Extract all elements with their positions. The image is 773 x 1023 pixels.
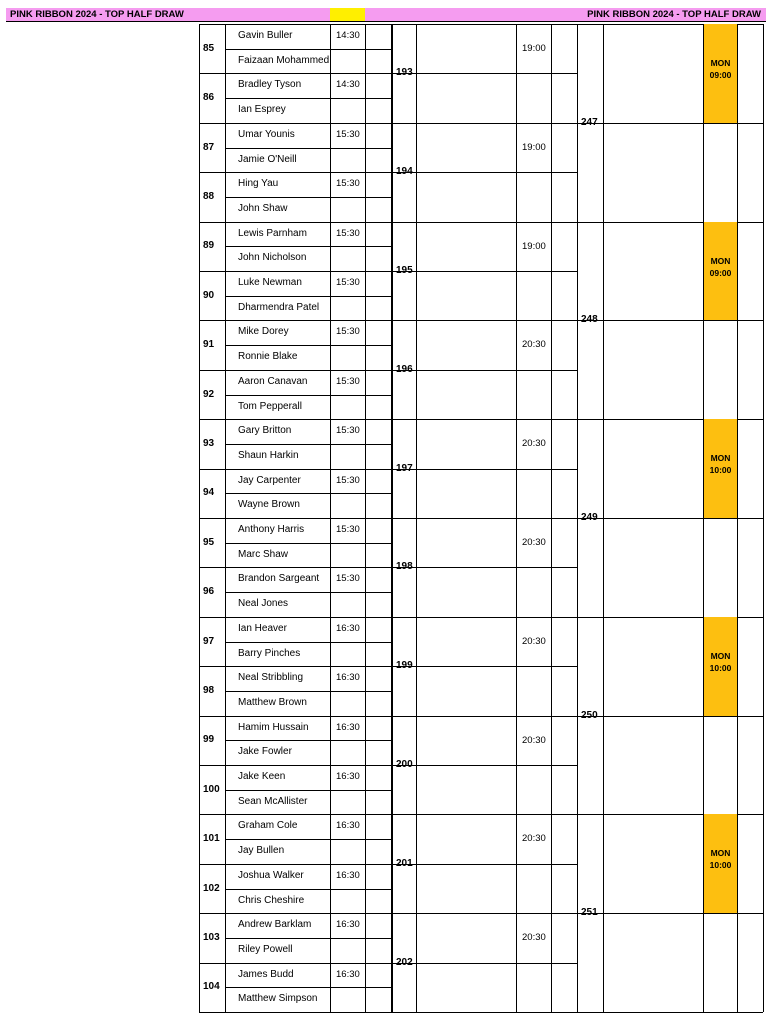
grid-line bbox=[199, 963, 391, 964]
player-name: Brandon Sargeant bbox=[238, 573, 320, 585]
player-name: Ian Esprey bbox=[238, 104, 286, 116]
grid-line bbox=[199, 320, 391, 321]
grid-line bbox=[199, 765, 391, 766]
grid-line bbox=[199, 271, 391, 272]
round2-match-number: 202 bbox=[396, 956, 413, 968]
player-name: Barry Pinches bbox=[238, 647, 301, 659]
round1-match-number: 85 bbox=[203, 42, 215, 54]
grid-line bbox=[225, 197, 391, 198]
grid-line bbox=[199, 1012, 763, 1013]
round2-match-time: 20:30 bbox=[522, 537, 546, 548]
round1-match-time: 16:30 bbox=[336, 869, 360, 881]
round2-match-time: 19:00 bbox=[522, 240, 546, 252]
schedule-slot bbox=[703, 419, 738, 518]
round2-match-number: 193 bbox=[396, 67, 413, 79]
player-name: Neal Stribbling bbox=[238, 672, 304, 684]
round1-match-time: 15:30 bbox=[336, 425, 360, 437]
round1-match-number: 92 bbox=[203, 388, 215, 400]
grid-line bbox=[225, 148, 391, 149]
player-name: Jake Fowler bbox=[238, 746, 292, 758]
round3-match-number: 251 bbox=[581, 907, 598, 919]
player-name: Marc Shaw bbox=[238, 548, 289, 560]
round2-match-number: 200 bbox=[396, 759, 413, 770]
grid-line bbox=[199, 666, 391, 667]
schedule-day: MON bbox=[710, 255, 731, 266]
player-name: Jake Keen bbox=[238, 771, 286, 782]
player-name: Joshua Walker bbox=[238, 869, 304, 881]
grid-line bbox=[199, 73, 391, 74]
player-name: Ronnie Blake bbox=[238, 351, 298, 363]
player-name: Matthew Brown bbox=[238, 696, 307, 708]
player-name: Gavin Buller bbox=[238, 30, 293, 41]
grid-line bbox=[225, 444, 391, 445]
schedule-day: MON bbox=[710, 650, 731, 661]
schedule-slot bbox=[703, 222, 738, 321]
grid-line bbox=[199, 123, 391, 124]
round1-match-number: 88 bbox=[203, 190, 215, 202]
round1-match-time: 16:30 bbox=[336, 622, 360, 634]
grid-line bbox=[199, 24, 763, 25]
grid-line bbox=[225, 493, 391, 494]
grid-line bbox=[225, 49, 391, 50]
round1-match-time: 15:30 bbox=[336, 178, 360, 190]
player-name: Aaron Canavan bbox=[238, 375, 308, 387]
grid-line bbox=[199, 518, 391, 519]
grid-line bbox=[416, 419, 577, 420]
round2-match-number: 195 bbox=[396, 265, 413, 276]
player-name: Mike Dorey bbox=[238, 326, 289, 338]
round1-match-time: 15:30 bbox=[336, 277, 360, 288]
round1-match-number: 102 bbox=[203, 882, 220, 894]
round2-match-number: 194 bbox=[396, 166, 413, 178]
round1-match-number: 91 bbox=[203, 339, 215, 351]
player-name: Chris Cheshire bbox=[238, 894, 305, 906]
round2-match-time: 20:30 bbox=[522, 734, 546, 746]
grid-line bbox=[225, 938, 391, 939]
round1-match-number: 96 bbox=[203, 586, 215, 598]
round1-match-time: 15:30 bbox=[336, 524, 360, 535]
grid-line bbox=[199, 419, 391, 420]
round1-match-number: 97 bbox=[203, 635, 215, 647]
schedule-time: 09:00 bbox=[709, 70, 732, 80]
round1-match-time: 15:30 bbox=[336, 128, 360, 140]
player-name: Ian Heaver bbox=[238, 622, 287, 634]
player-name: Hing Yau bbox=[238, 178, 279, 190]
player-name: Bradley Tyson bbox=[238, 79, 302, 91]
grid-line bbox=[391, 814, 416, 815]
grid-line bbox=[199, 370, 391, 371]
round2-match-time: 20:30 bbox=[522, 438, 546, 450]
round2-match-time: 20:30 bbox=[522, 339, 546, 351]
grid-line bbox=[391, 518, 416, 519]
left-draw-title: PINK RIBBON 2024 - TOP HALF DRAW bbox=[6, 8, 330, 22]
grid-line bbox=[225, 395, 391, 396]
round1-match-number: 99 bbox=[203, 734, 215, 746]
round2-match-number: 199 bbox=[396, 660, 413, 672]
grid-line bbox=[225, 839, 391, 840]
schedule-time: 10:00 bbox=[709, 662, 732, 673]
grid-line bbox=[225, 543, 391, 544]
round1-match-time: 15:30 bbox=[336, 474, 360, 486]
player-name: Faizaan Mohammed bbox=[238, 54, 329, 66]
schedule-slot bbox=[703, 617, 738, 716]
round3-match-number: 250 bbox=[581, 709, 598, 721]
round1-match-number: 103 bbox=[203, 931, 220, 943]
round1-match-time: 16:30 bbox=[336, 820, 360, 832]
schedule-slot bbox=[703, 814, 738, 913]
grid-line bbox=[199, 567, 391, 568]
player-name: Jamie O'Neill bbox=[238, 153, 297, 165]
round2-match-time: 19:00 bbox=[522, 141, 546, 153]
grid-line bbox=[416, 913, 577, 914]
schedule-day: MON bbox=[710, 848, 731, 859]
right-draw-title: PINK RIBBON 2024 - TOP HALF DRAW bbox=[365, 8, 766, 22]
grid-line bbox=[416, 222, 577, 223]
schedule-time: 10:00 bbox=[709, 465, 732, 476]
round1-match-time: 16:30 bbox=[336, 721, 360, 733]
schedule-slot bbox=[703, 24, 738, 123]
grid-line bbox=[225, 642, 391, 643]
grid-line bbox=[199, 913, 391, 914]
round2-match-time: 20:30 bbox=[522, 932, 546, 944]
round2-match-number: 196 bbox=[396, 363, 413, 375]
grid-line bbox=[225, 691, 391, 692]
grid-line bbox=[199, 716, 391, 717]
round1-match-time: 16:30 bbox=[336, 919, 360, 931]
round1-match-number: 93 bbox=[203, 437, 215, 449]
player-name: John Shaw bbox=[238, 202, 288, 214]
round1-match-time: 14:30 bbox=[336, 30, 360, 41]
round2-match-number: 197 bbox=[396, 462, 413, 474]
grid-line bbox=[391, 123, 416, 124]
round1-match-time: 15:30 bbox=[336, 326, 360, 338]
grid-line bbox=[225, 740, 391, 741]
grid-line bbox=[416, 814, 577, 815]
player-name: Luke Newman bbox=[238, 277, 302, 288]
grid-line bbox=[225, 790, 391, 791]
grid-line bbox=[225, 592, 391, 593]
round1-match-time: 16:30 bbox=[336, 771, 360, 782]
player-name: Jay Bullen bbox=[238, 845, 285, 857]
round3-match-number: 248 bbox=[581, 314, 598, 326]
player-name: Neal Jones bbox=[238, 598, 289, 610]
schedule-time: 10:00 bbox=[709, 860, 732, 871]
player-name: Lewis Parnham bbox=[238, 227, 307, 239]
grid-line bbox=[391, 716, 416, 717]
player-name: Hamim Hussain bbox=[238, 721, 309, 733]
schedule-day: MON bbox=[710, 58, 731, 68]
round1-match-time: 15:30 bbox=[336, 573, 360, 585]
round1-match-number: 100 bbox=[203, 783, 220, 795]
grid-line bbox=[391, 222, 416, 223]
grid-line bbox=[416, 518, 577, 519]
round2-match-time: 20:30 bbox=[522, 635, 546, 647]
round2-match-time: 19:00 bbox=[522, 43, 546, 54]
grid-line bbox=[416, 123, 577, 124]
round1-match-number: 95 bbox=[203, 536, 215, 548]
grid-line bbox=[199, 172, 391, 173]
grid-line bbox=[703, 24, 704, 1012]
player-name: Shaun Harkin bbox=[238, 449, 299, 461]
round2-match-number: 198 bbox=[396, 561, 413, 573]
round2-match-number: 201 bbox=[396, 857, 413, 869]
player-name: Matthew Simpson bbox=[238, 993, 318, 1005]
grid-line bbox=[391, 320, 416, 321]
player-name: Tom Pepperall bbox=[238, 400, 302, 412]
grid-line bbox=[199, 469, 391, 470]
round1-match-number: 104 bbox=[203, 981, 220, 993]
grid-line bbox=[199, 814, 391, 815]
grid-line bbox=[225, 98, 391, 99]
grid-line bbox=[225, 296, 391, 297]
grid-line bbox=[225, 889, 391, 890]
round1-match-time: 16:30 bbox=[336, 968, 360, 980]
round1-match-time: 15:30 bbox=[336, 375, 360, 387]
round1-match-number: 94 bbox=[203, 487, 215, 499]
round3-match-number: 249 bbox=[581, 512, 598, 523]
player-name: Wayne Brown bbox=[238, 499, 300, 511]
grid-line bbox=[763, 24, 764, 1012]
round1-match-number: 89 bbox=[203, 240, 215, 252]
grid-line bbox=[391, 617, 416, 618]
grid-line bbox=[199, 864, 391, 865]
player-name: Riley Powell bbox=[238, 943, 293, 955]
player-name: Sean McAllister bbox=[238, 795, 308, 807]
grid-line bbox=[416, 617, 577, 618]
player-name: Graham Cole bbox=[238, 820, 298, 832]
round2-match-time: 20:30 bbox=[522, 833, 546, 845]
round1-match-number: 87 bbox=[203, 141, 215, 153]
schedule-time: 09:00 bbox=[709, 267, 732, 278]
round1-match-number: 98 bbox=[203, 684, 215, 696]
player-name: Anthony Harris bbox=[238, 524, 305, 535]
round1-match-time: 16:30 bbox=[336, 672, 360, 684]
schedule-day: MON bbox=[710, 453, 731, 464]
player-name: John Nicholson bbox=[238, 252, 307, 264]
player-name: Gary Britton bbox=[238, 425, 292, 437]
round1-match-time: 14:30 bbox=[336, 79, 360, 91]
grid-line bbox=[225, 987, 391, 988]
grid-line bbox=[391, 419, 416, 420]
header-yellow-cell bbox=[330, 8, 365, 22]
player-name: Jay Carpenter bbox=[238, 474, 301, 486]
grid-line bbox=[199, 617, 391, 618]
grid-line bbox=[199, 222, 391, 223]
grid-line bbox=[225, 345, 391, 346]
round1-match-number: 101 bbox=[203, 833, 220, 845]
player-name: James Budd bbox=[238, 968, 294, 980]
grid-line bbox=[225, 246, 391, 247]
round1-match-number: 86 bbox=[203, 92, 215, 104]
player-name: Dharmendra Patel bbox=[238, 301, 320, 313]
grid-line bbox=[416, 716, 577, 717]
grid-line bbox=[416, 24, 417, 1012]
grid-line bbox=[391, 913, 416, 914]
player-name: Andrew Barklam bbox=[238, 919, 312, 931]
player-name: Umar Younis bbox=[238, 128, 295, 140]
round3-match-number: 247 bbox=[581, 116, 598, 128]
round1-match-time: 15:30 bbox=[336, 227, 360, 239]
grid-line bbox=[416, 320, 577, 321]
round1-match-number: 90 bbox=[203, 289, 215, 301]
